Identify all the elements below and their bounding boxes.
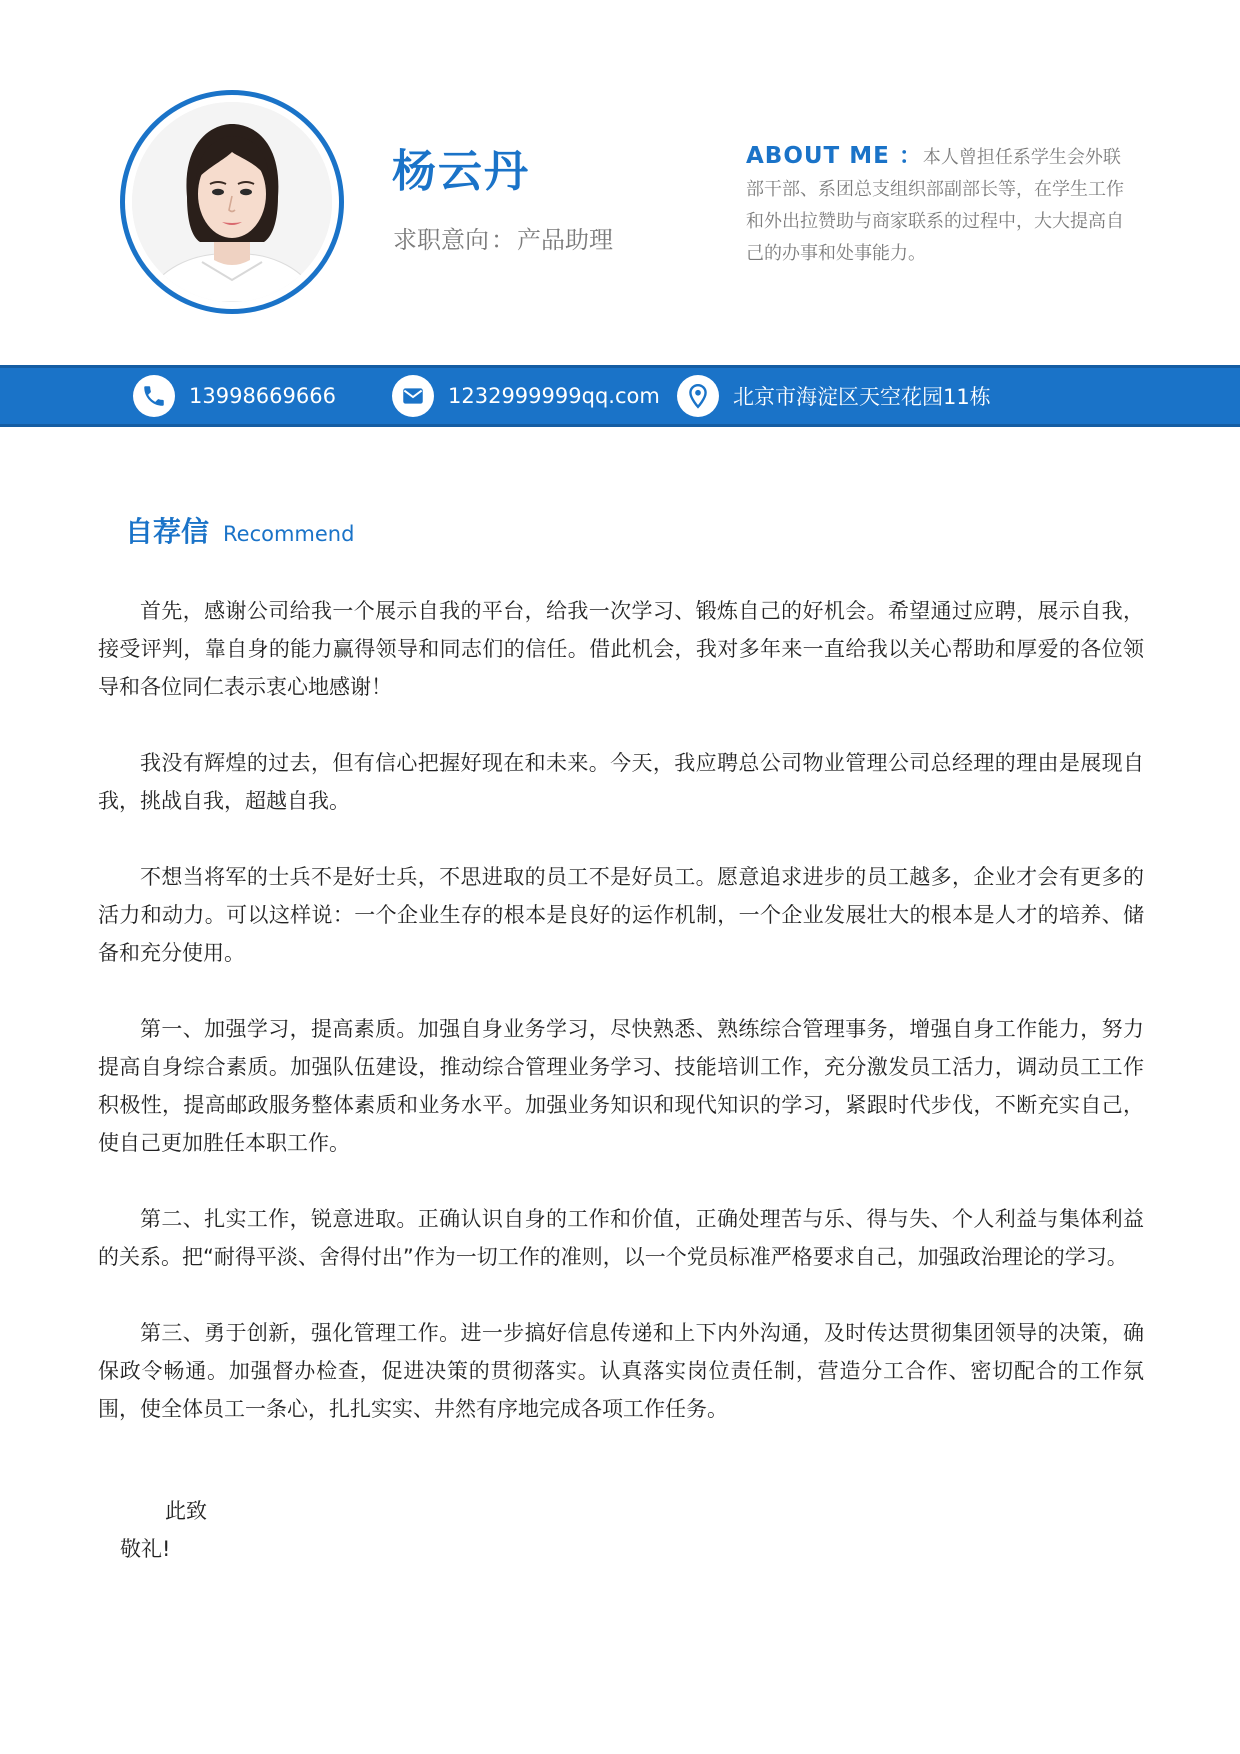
about-me-text: 本人曾担任系学生会外联部干部、系团总支组织部副部长等，在学生工作和外出拉赞助与商家联系的过程中，大大提高自己的办事和处事能力。: [746, 147, 1124, 264]
letter-paragraph: 第三、勇于创新，强化管理工作。进一步搞好信息传递和上下内外沟通，及时传达贯彻集团领导的决策，确保政令畅通。加强督办检查，促进决策的贯彻落实。认真落实岗位责任制，营造分工合作、密切配合的工作氛围，使全体员工一条心，扎扎实实、井然有序地完成各项工作任务。: [98, 1321, 1144, 1421]
email-address: 1232999999qq.com: [448, 384, 660, 408]
letter-salute: 敬礼!: [120, 1537, 171, 1561]
letter-paragraph: 我没有辉煌的过去，但有信心把握好现在和未来。今天，我应聘总公司物业管理公司总经理的理由是展现自我，挑战自我，超越自我。: [98, 751, 1144, 813]
contact-address: [677, 368, 991, 424]
location-icon: [677, 375, 719, 417]
profile-photo: [132, 102, 332, 302]
candidate-name: 杨云丹: [392, 146, 530, 197]
contact-phone: [133, 368, 336, 424]
contact-bar: [0, 365, 1240, 427]
mail-icon: [392, 375, 434, 417]
home-address: 北京市海淀区天空花园11栋: [733, 385, 991, 409]
section-heading: [125, 510, 354, 550]
objective-label: 求职意向: [393, 226, 489, 254]
letter-paragraph: 第二、扎实工作，锐意进取。正确认识自身的工作和价值，正确处理苦与乐、得与失、个人利益与集体利益的关系。把“耐得平淡、舍得付出”作为一切工作的准则，以一个党员标准严格要求自己，加强政治理论的学习。: [98, 1207, 1144, 1269]
phone-icon: [133, 375, 175, 417]
objective-separator: ：: [491, 226, 515, 254]
contact-email: [392, 368, 660, 424]
about-me: [746, 140, 1136, 270]
avatar: [120, 90, 344, 314]
section-title-zh: 自荐信: [125, 515, 210, 548]
letter-paragraph: 不想当将军的士兵不是好士兵，不思进取的员工不是好员工。愿意追求进步的员工越多，企业才会有更多的活力和动力。可以这样说：一个企业生存的根本是良好的运作机制，一个企业发展壮大的根本是人才的培养、储备和充分使用。: [98, 865, 1144, 965]
job-objective: [393, 228, 613, 252]
section-title-en: Recommend: [223, 522, 355, 546]
letter-paragraph: 首先，感谢公司给我一个展示自我的平台，给我一次学习、锻炼自己的好机会。希望通过应聘，展示自我，接受评判，靠自身的能力赢得领导和同志们的信任。借此机会，我对多年来一直给我以关心帮助和厚爱的各位领导和各位同仁表示衷心地感谢！: [98, 599, 1144, 699]
cover-letter-body: [98, 592, 1144, 1466]
letter-paragraph: 第一、加强学习，提高素质。加强自身业务学习，尽快熟悉、熟练综合管理事务，增强自身工作能力，努力提高自身综合素质。加强队伍建设，推动综合管理业务学习、技能培训工作，充分激发员工活力，调动员工工作积极性，提高邮政服务整体素质和业务水平。加强业务知识和现代知识的学习，紧跟时代步伐，不断充实自己，使自己更加胜任本职工作。: [98, 1017, 1144, 1155]
phone-number: 13998669666: [189, 384, 336, 408]
letter-closing: 此致: [165, 1499, 207, 1523]
about-me-title: ABOUT ME ：: [746, 143, 923, 169]
objective-value: 产品助理: [517, 226, 613, 254]
